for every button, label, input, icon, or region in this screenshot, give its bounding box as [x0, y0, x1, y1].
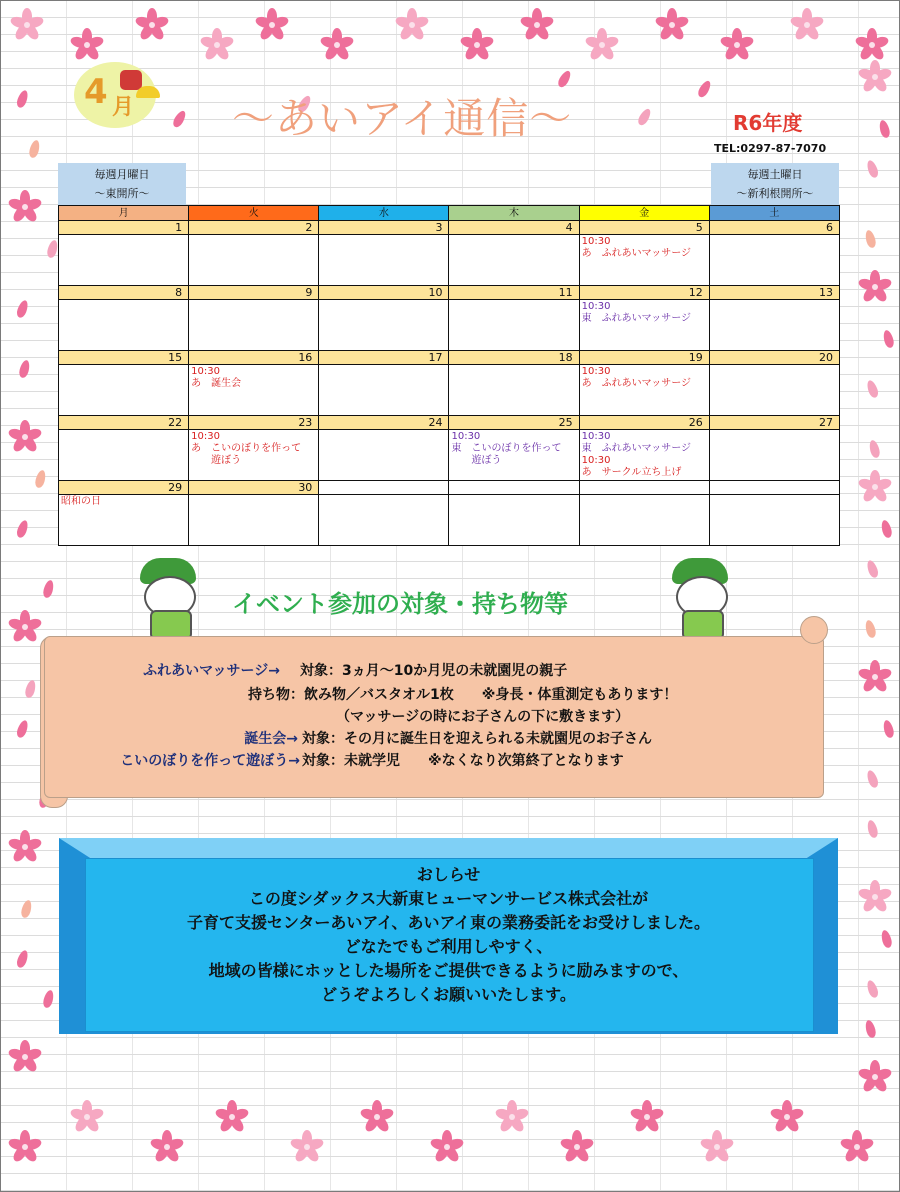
- day-event-cell: [59, 430, 189, 481]
- info-massage-target: 対象：3ヵ月〜10か月児の未就園児の親子: [300, 663, 568, 679]
- day-event-cell: [189, 365, 319, 416]
- event-text: 昭和の日: [61, 496, 101, 507]
- day-number-cell: 6: [709, 221, 839, 235]
- notice-line-5: どうぞよろしくお願いいたします。: [321, 985, 576, 1004]
- day-number-cell: 11: [449, 286, 579, 300]
- day-event-cell: [59, 300, 189, 351]
- saturday-open-label: [711, 163, 839, 205]
- event-text: [710, 300, 839, 302]
- day-number-cell: 22: [59, 416, 189, 430]
- day-event-cell: [319, 365, 449, 416]
- weekday-header-cell: 金: [579, 206, 709, 221]
- calendar-table: [58, 205, 840, 546]
- event-text: [59, 430, 188, 432]
- day-event-cell: [709, 300, 839, 351]
- info-koinobori-key: こいのぼりを作って遊ぼう→: [120, 753, 300, 769]
- day-number-cell: 29: [59, 481, 189, 495]
- newsletter-title: 〜あいアイ通信〜: [232, 94, 573, 143]
- day-event-cell: [709, 495, 839, 546]
- day-number-cell: 5: [579, 221, 709, 235]
- day-number-row: [59, 221, 840, 235]
- monday-open-line1: 毎週月曜日: [94, 168, 150, 181]
- day-event-cell: [59, 495, 189, 546]
- day-event-cell: [449, 300, 579, 351]
- school-bag-icon: [120, 70, 142, 90]
- event-text: [710, 235, 839, 237]
- day-number-cell: 25: [449, 416, 579, 430]
- day-event-cell: [709, 365, 839, 416]
- day-number-cell: 1: [59, 221, 189, 235]
- day-event-cell: [709, 430, 839, 481]
- day-event-row: [59, 495, 840, 546]
- day-event-cell: [709, 235, 839, 286]
- day-event-cell: [579, 300, 709, 351]
- day-number-cell: [709, 481, 839, 495]
- event-text: [710, 430, 839, 432]
- day-event-cell: [579, 235, 709, 286]
- day-number-cell: 17: [319, 351, 449, 365]
- day-number-cell: 19: [579, 351, 709, 365]
- day-number-cell: 23: [189, 416, 319, 430]
- notice-heading: おしらせ: [416, 865, 481, 884]
- month-number: 4: [84, 72, 108, 112]
- event-text: [189, 300, 318, 302]
- day-event-cell: [579, 430, 709, 481]
- day-event-cell: [189, 235, 319, 286]
- day-event-cell: [449, 235, 579, 286]
- saturday-open-line1: 毎週土曜日: [747, 168, 803, 181]
- day-event-cell: [189, 300, 319, 351]
- day-number-cell: 13: [709, 286, 839, 300]
- info-birthday-key: 誕生会→: [244, 731, 298, 747]
- day-number-cell: 2: [189, 221, 319, 235]
- event-text: 10:30 東 ふれあいマッサージ: [581, 301, 692, 324]
- day-event-cell: [189, 430, 319, 481]
- day-event-cell: [579, 495, 709, 546]
- weekday-header-cell: 月: [59, 206, 189, 221]
- event-text: 10:30 あ ふれあいマッサージ: [581, 236, 692, 259]
- event-text: [189, 495, 318, 497]
- event-text: 10:30 東 ふれあいマッサージ 10:30 あ サークル立ち上げ: [581, 431, 692, 478]
- day-event-cell: [449, 365, 579, 416]
- event-text: [189, 235, 318, 237]
- day-number-row: [59, 286, 840, 300]
- day-event-cell: [319, 300, 449, 351]
- day-number-cell: 9: [189, 286, 319, 300]
- day-event-cell: [319, 235, 449, 286]
- info-massage-note: （マッサージの時にお子さんの下に敷きます）: [336, 709, 630, 725]
- notice-line-3: どなたでもご利用しやすく、: [344, 937, 553, 956]
- day-number-cell: 8: [59, 286, 189, 300]
- info-massage-key: ふれあいマッサージ→: [143, 663, 280, 679]
- day-number-cell: 16: [189, 351, 319, 365]
- weekday-header-cell: 水: [319, 206, 449, 221]
- yellow-hat-icon: [136, 86, 160, 98]
- monday-open-label: [58, 163, 186, 205]
- event-text: [319, 495, 448, 497]
- day-number-cell: [319, 481, 449, 495]
- event-text: [59, 365, 188, 367]
- event-text: [59, 300, 188, 302]
- info-koinobori-target: 対象：未就学児 ※なくなり次第終了となります: [302, 753, 624, 769]
- day-event-row: [59, 430, 840, 481]
- day-event-cell: [449, 495, 579, 546]
- event-text: [710, 495, 839, 497]
- event-text: [319, 365, 448, 367]
- notice-line-1: この度シダックス大新東ヒューマンサービス株式会社が: [248, 889, 649, 908]
- day-number-cell: 26: [579, 416, 709, 430]
- day-event-row: [59, 235, 840, 286]
- day-number-cell: 4: [449, 221, 579, 235]
- event-text: 10:30 あ 誕生会: [191, 366, 242, 389]
- info-massage-items: 持ち物：飲み物／バスタオル1枚 ※身長・体重測定もあります！: [248, 687, 678, 703]
- event-text: [319, 235, 448, 237]
- events-section-title: イベント参加の対象・持ち物等: [232, 590, 568, 618]
- day-number-cell: 24: [319, 416, 449, 430]
- event-text: [449, 300, 578, 302]
- event-text: [449, 235, 578, 237]
- day-event-cell: [59, 235, 189, 286]
- day-event-cell: [449, 430, 579, 481]
- saturday-open-line2: 〜新利根開所〜: [736, 187, 814, 200]
- event-text: [319, 300, 448, 302]
- day-number-row: [59, 416, 840, 430]
- day-number-cell: 12: [579, 286, 709, 300]
- weekday-header-cell: 木: [449, 206, 579, 221]
- day-number-cell: [449, 481, 579, 495]
- day-event-cell: [189, 495, 319, 546]
- event-text: [59, 235, 188, 237]
- day-number-cell: [579, 481, 709, 495]
- fiscal-year: R6年度: [733, 111, 803, 135]
- day-event-cell: [579, 365, 709, 416]
- day-number-cell: 3: [319, 221, 449, 235]
- event-text: 10:30 あ こいのぼりを作って 遊ぼう: [191, 431, 302, 466]
- day-number-row: [59, 351, 840, 365]
- notice-line-2: 子育て支援センターあいアイ、あいアイ東の業務委託をお受けしました。: [186, 913, 711, 932]
- monday-open-line2: 〜東開所〜: [94, 187, 150, 200]
- day-event-row: [59, 365, 840, 416]
- weekday-header-cell: 火: [189, 206, 319, 221]
- notice-line-4: 地域の皆様にホッとした場所をご提供できるように励みますので、: [208, 961, 689, 980]
- event-text: [449, 365, 578, 367]
- day-number-row: [59, 481, 840, 495]
- day-number-cell: 18: [449, 351, 579, 365]
- day-number-cell: 27: [709, 416, 839, 430]
- day-event-row: [59, 300, 840, 351]
- day-event-cell: [319, 430, 449, 481]
- day-event-cell: [319, 495, 449, 546]
- phone-number: TEL:0297-87-7070: [714, 142, 827, 155]
- event-text: [319, 430, 448, 432]
- day-event-cell: [59, 365, 189, 416]
- weekday-header-row: [59, 206, 840, 221]
- month-unit: 月: [112, 95, 135, 120]
- day-number-cell: 20: [709, 351, 839, 365]
- event-text: [710, 365, 839, 367]
- event-text: [580, 495, 709, 497]
- event-text: 10:30 東 こいのぼりを作って 遊ぼう: [451, 431, 562, 466]
- weekday-header-cell: 土: [709, 206, 839, 221]
- day-number-cell: 15: [59, 351, 189, 365]
- info-birthday-target: 対象：その月に誕生日を迎えられる未就園児のお子さん: [302, 731, 652, 747]
- event-text: 10:30 あ ふれあいマッサージ: [581, 366, 692, 389]
- day-number-cell: 10: [319, 286, 449, 300]
- event-text: [449, 495, 578, 497]
- day-number-cell: 30: [189, 481, 319, 495]
